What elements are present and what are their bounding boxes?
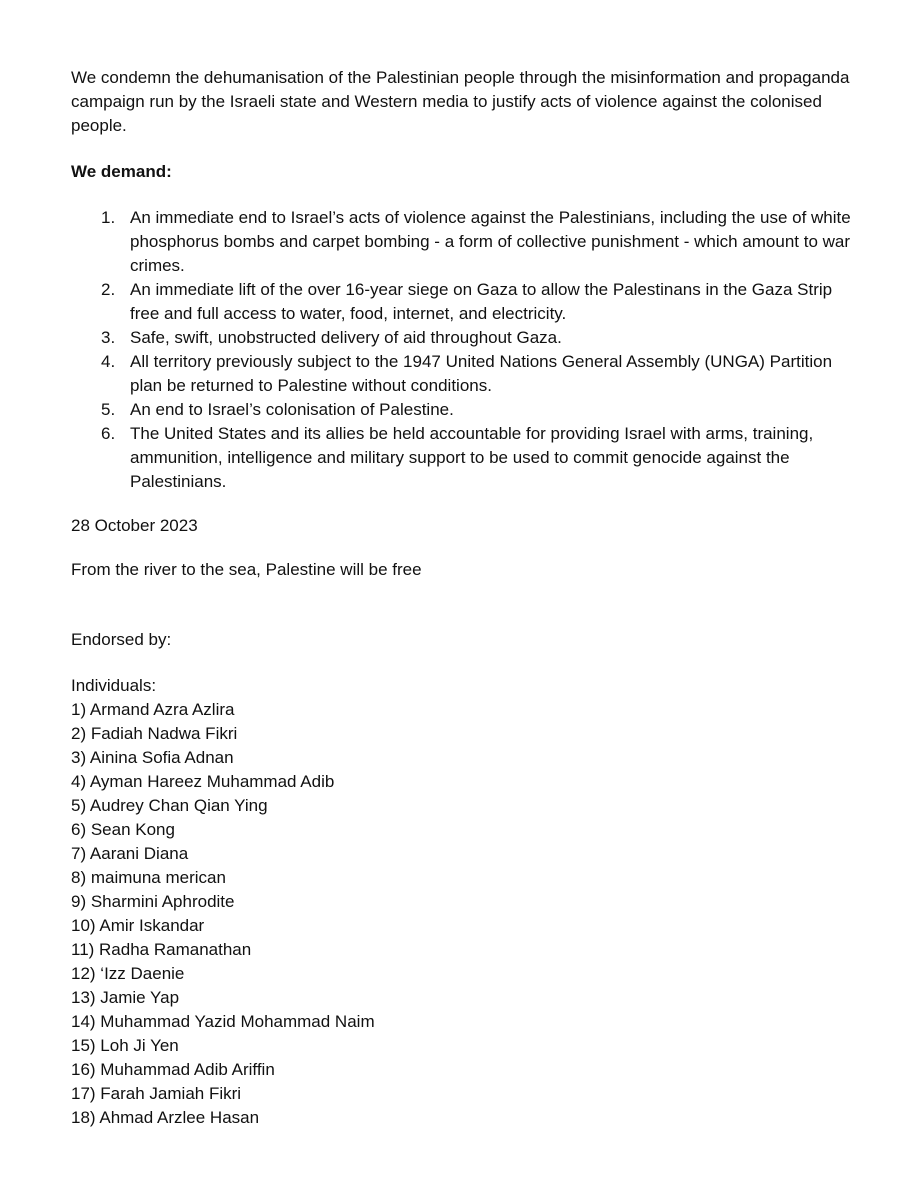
demand-text: An immediate lift of the over 16-year siege on Gaza to allow the Palestinans in the Gaza Strip free and full access to water, food, internet, and electricity. <box>130 280 833 323</box>
signatory-item: 6) Sean Kong <box>71 820 175 839</box>
signatory-item: 15) Loh Ji Yen <box>71 1036 179 1055</box>
signatory-item: 17) Farah Jamiah Fikri <box>71 1084 242 1103</box>
signatory-item: 14) Muhammad Yazid Mohammad Naim <box>71 1012 375 1031</box>
signatory-item: 1) Armand Azra Azlira <box>71 700 235 719</box>
demand-list <box>71 206 851 494</box>
demand-number: 5. <box>101 400 116 419</box>
demand-number: 4. <box>101 352 116 371</box>
signatory-item: 9) Sharmini Aphrodite <box>71 892 235 911</box>
signatory-item: 7) Aarani Diana <box>71 844 189 863</box>
demand-text: An end to Israel’s colonisation of Palestine. <box>130 400 454 419</box>
demand-item <box>71 422 851 494</box>
demand-number: 6. <box>101 424 116 443</box>
signatory-item: 18) Ahmad Arzlee Hasan <box>71 1108 260 1127</box>
demand-number: 3. <box>101 328 116 347</box>
signatory-item: 5) Audrey Chan Qian Ying <box>71 796 268 815</box>
demand-item <box>71 278 851 326</box>
signatory-item: 3) Ainina Sofia Adnan <box>71 748 234 767</box>
intro-paragraph: We condemn the dehumanisation of the Palestinian people through the misinformation and propaganda campaign run by the Israeli state and Western media to justify acts of violence against the colonised people. <box>71 68 850 135</box>
demand-text: The United States and its allies be held accountable for providing Israel with arms, training, ammunition, intelligence and military support to be used to commit genocide against the Palestinians. <box>130 424 814 491</box>
demand-text: An immediate end to Israel’s acts of violence against the Palestinians, including the use of white phosphorus bombs and carpet bombing - a form of collective punishment - which amount to war crimes. <box>130 208 851 275</box>
signatory-item: 8) maimuna merican <box>71 868 226 887</box>
demand-item <box>71 326 851 350</box>
endorsed-by-heading: Endorsed by: <box>71 630 172 649</box>
signatory-item: 4) Ayman Hareez Muhammad Adib <box>71 772 335 791</box>
signatory-item: 10) Amir Iskandar <box>71 916 205 935</box>
individuals-heading: Individuals: <box>71 676 157 695</box>
signatory-list <box>71 698 851 1130</box>
demand-number: 2. <box>101 280 116 299</box>
demand-text: Safe, swift, unobstructed delivery of aid throughout Gaza. <box>130 328 562 347</box>
demand-item <box>71 398 851 422</box>
signatory-item: 13) Jamie Yap <box>71 988 180 1007</box>
signatory-item: 11) Radha Ramanathan <box>71 940 252 959</box>
slogan: From the river to the sea, Palestine will be free <box>71 560 422 579</box>
demand-item <box>71 350 851 398</box>
signatory-item: 2) Fadiah Nadwa Fikri <box>71 724 238 743</box>
statement-date: 28 October 2023 <box>71 516 198 535</box>
statement-document <box>71 66 851 1130</box>
demand-item <box>71 206 851 278</box>
demand-number: 1. <box>101 208 116 227</box>
signatory-item: 16) Muhammad Adib Ariffin <box>71 1060 275 1079</box>
demand-heading: We demand: <box>71 162 172 181</box>
demand-text: All territory previously subject to the 1947 United Nations General Assembly (UNGA) Partition plan be returned to Palestine without conditions. <box>130 352 833 395</box>
signatory-item: 12) ‘Izz Daenie <box>71 964 185 983</box>
